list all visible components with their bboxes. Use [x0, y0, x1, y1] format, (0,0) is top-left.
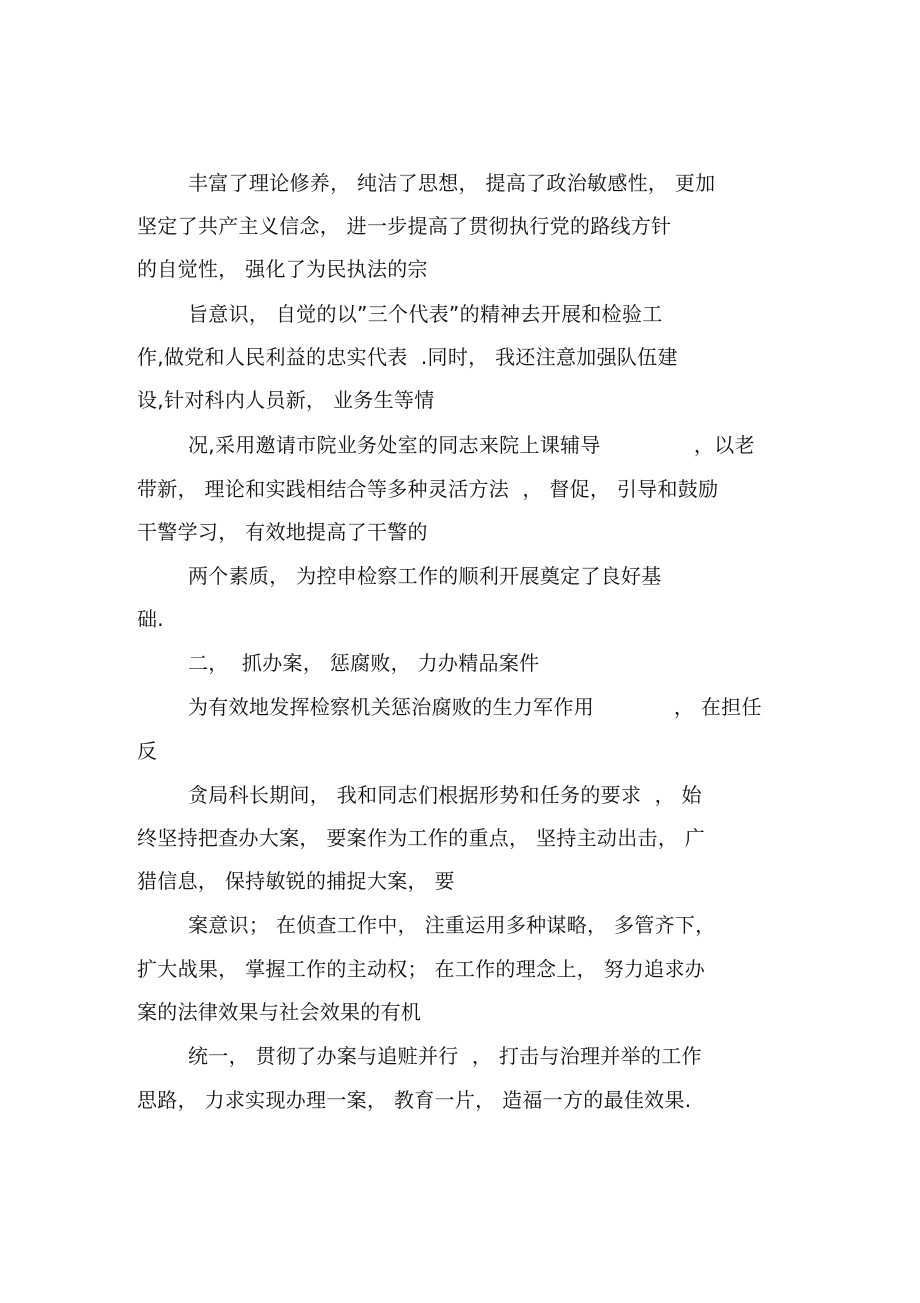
text-line: 反	[137, 739, 158, 763]
text-line: 设,针对科内人员新， 业务生等情	[137, 388, 435, 412]
text-line: 两个素质， 为控申检察工作的顺利开展奠定了良好基	[188, 564, 662, 588]
text-line: 作,做党和人民利益的忠实代表 .同时， 我还注意加强队伍建	[137, 345, 678, 369]
text-line: 丰富了理论修养， 纯洁了思想， 提高了政治敏感性， 更加	[188, 171, 716, 195]
text-line: 带新， 理论和实践相结合等多种灵活方法 ， 督促， 引导和鼓励	[137, 477, 719, 501]
text-line: 案的法律效果与社会效果的有机	[137, 1000, 422, 1024]
text-line: 的自觉性， 强化了为民执法的宗	[137, 257, 428, 281]
text-line: 终坚持把查办大案， 要案作为工作的重点， 坚持主动出击， 广	[137, 826, 706, 850]
text-line: 干警学习， 有效地提高了干警的	[137, 520, 428, 544]
text-line: 猎信息， 保持敏锐的捕捉大案， 要	[137, 869, 455, 893]
text-line: 统一， 贯彻了办案与追赃并行 ， 打击与治理并举的工作	[188, 1044, 702, 1068]
text-line: 案意识； 在侦查工作中， 注重运用多种谋略， 多管齐下，	[188, 913, 716, 937]
text-line: 础.	[137, 607, 164, 631]
text-line: 贪局科长期间， 我和同志们根据形势和任务的要求 ， 始	[188, 783, 702, 807]
text-line: 思路， 力求实现办理一案， 教育一片， 造福一方的最佳效果.	[137, 1088, 692, 1112]
text-line: 坚定了共产主义信念， 进一步提高了贯彻执行党的路线方针	[137, 214, 672, 238]
text-line: 扩大战果， 掌握工作的主动权； 在工作的理念上， 努力追求办	[137, 957, 706, 981]
section-heading: 二， 抓办案， 惩腐败， 力办精品案件	[188, 651, 540, 675]
text-line: 旨意识， 自觉的以”三个代表”的精神去开展和检验工	[188, 302, 663, 326]
text-line: 况,采用邀请市院业务处室的同志来院上课辅导 ，以老	[188, 433, 755, 457]
text-line: 为有效地发挥检察机关惩治腐败的生力军作用 ， 在担任	[188, 695, 762, 719]
